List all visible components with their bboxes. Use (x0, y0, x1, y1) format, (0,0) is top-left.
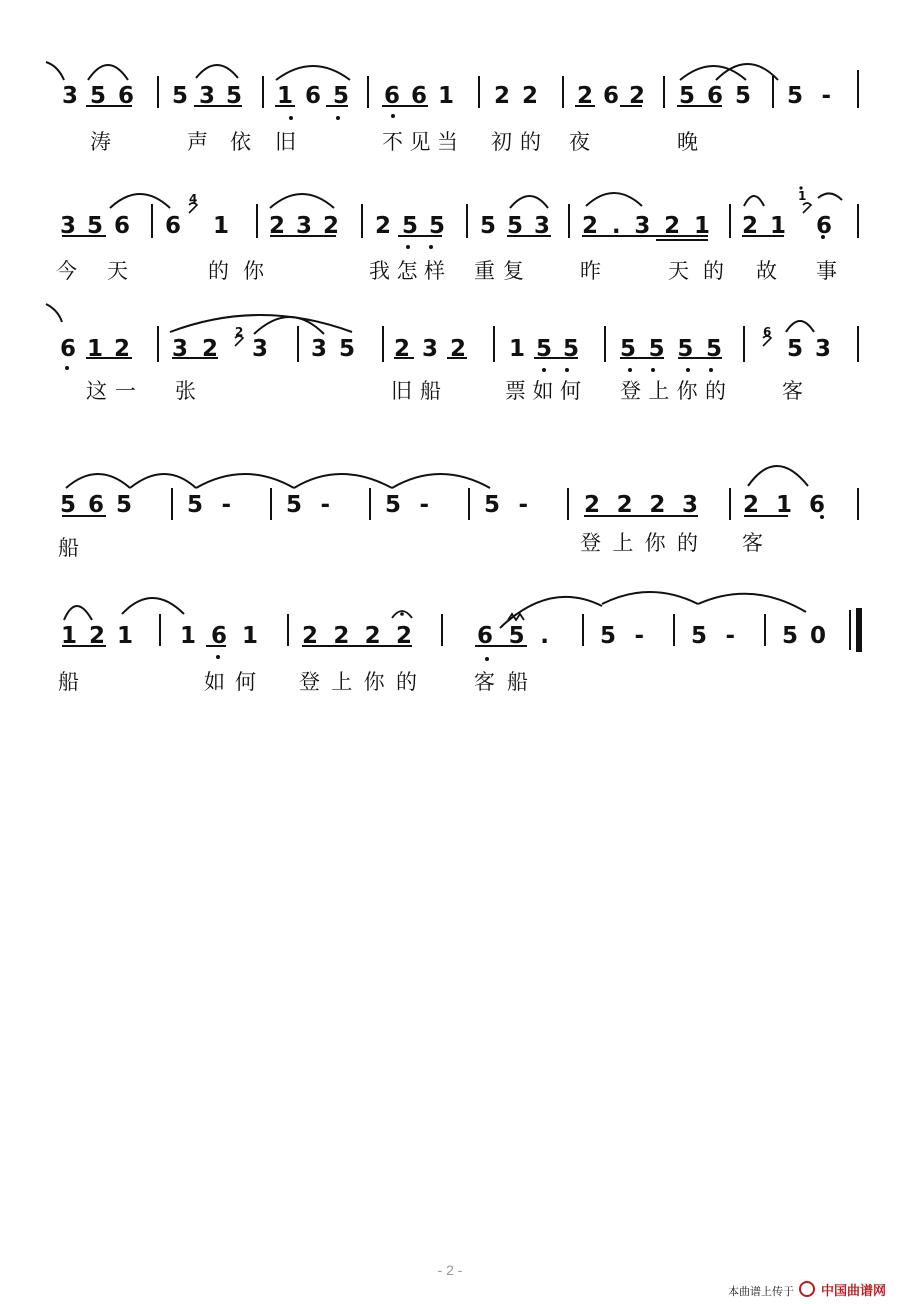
octave-dots (289, 114, 395, 120)
lyric-word: 天 (107, 259, 128, 283)
note-group: 2 2 2 2 (302, 623, 412, 649)
note-group: 3 2 (172, 336, 218, 362)
tie-slur-mark (46, 304, 62, 322)
lyric-word: 船 (58, 536, 79, 560)
note-group: 2 . 3 2 1 (582, 213, 710, 239)
note-group: 1 2 1 (61, 623, 133, 649)
lyric-word: 今 (56, 259, 77, 283)
note-group: 5 - (187, 492, 231, 518)
slurs (170, 315, 814, 334)
note-group: 5 0 (782, 623, 826, 649)
note-group: 3 5 6 (60, 213, 130, 239)
note-group: 2 5 5 (375, 213, 445, 239)
note-group: 5 6 5 (679, 83, 751, 109)
note-group: 5 5 5 5 (620, 336, 722, 362)
lyric-word: 张 (175, 379, 196, 403)
note-group: 5 - (484, 492, 528, 518)
lyric-word: 旧船 (391, 379, 441, 403)
lyric-word: 我怎样 (369, 259, 445, 283)
note-group: 3 (252, 336, 269, 362)
grace-note: 2 (235, 325, 244, 339)
slurs (110, 193, 842, 208)
upload-prefix: 本曲谱上传于 (727, 1285, 794, 1298)
note-group: 5 3 5 (172, 83, 242, 109)
lyric-word: 登上你的 (580, 531, 698, 555)
fermata-icon (392, 611, 412, 618)
lyric-word: 客 (742, 531, 763, 555)
lyric-word: 这一 (86, 379, 136, 403)
note-group: 5 - (787, 83, 831, 109)
lyric-word: 不见当 (382, 130, 458, 154)
octave-dots (216, 655, 489, 661)
lyric-word: 晚 (677, 130, 698, 154)
note-group: 1 5 5 (509, 336, 579, 362)
note-group: 2 2 (494, 83, 538, 109)
note-group: 6 6 1 (384, 83, 454, 109)
lyric-word: 初的 (491, 130, 541, 154)
note-group: 1 (213, 213, 230, 239)
note-group: 5 - (691, 623, 735, 649)
note-group: 3 5 6 (62, 83, 134, 109)
note-group: 5 - (385, 492, 429, 518)
lyric-word: 的你 (208, 259, 264, 283)
score-row-1 (46, 62, 858, 154)
score-row-3 (46, 304, 858, 403)
note-group: 5 5 3 (480, 213, 550, 239)
score-row-5 (58, 592, 859, 694)
note-group: 6 1 2 (60, 336, 130, 362)
note-group: 5 3 (787, 336, 831, 362)
note-group: 2 2 2 3 (584, 492, 698, 518)
note-group: 5 6 5 (60, 492, 132, 518)
lyric-word: 票如何 (505, 379, 581, 403)
lyric-word: 登上你的 (620, 379, 726, 403)
note-group: 2 1 6 (743, 492, 825, 518)
note-group: 2 3 2 (394, 336, 466, 362)
lyric-word: 登上你的 (299, 670, 417, 694)
note-group: 6 5 . (477, 623, 549, 649)
note-group: 1 6 1 (180, 623, 258, 649)
note-group: 3 5 (311, 336, 355, 362)
site-name[interactable]: 中国曲谱网 (820, 1284, 886, 1299)
grace-note: 1 (798, 189, 807, 203)
grace-note: 6 (763, 325, 772, 339)
page-number: - 2 - (437, 1262, 463, 1278)
lyric-word: 涛 (90, 130, 111, 154)
score-row-2 (56, 186, 858, 283)
upload-credit (728, 1280, 886, 1299)
lyric-word: 事 (816, 259, 837, 283)
lyric-word: 故 (756, 259, 777, 283)
site-logo-icon (799, 1281, 815, 1297)
lyric-word: 如何 (204, 670, 256, 694)
lyric-word: 客船 (474, 670, 528, 694)
note-group: 6 (165, 213, 182, 239)
note-group: 1 6 5 (277, 83, 349, 109)
octave-dots (65, 366, 713, 372)
lyric-word: 重复 (474, 259, 524, 283)
note-group: 6 (816, 213, 833, 239)
note-group: 5 - (286, 492, 330, 518)
lyric-word: 夜 (569, 130, 590, 154)
lyric-word: 船 (58, 670, 79, 694)
lyric-word: 声依 (187, 130, 251, 154)
note-group: 2 6 2 (577, 83, 645, 109)
lyric-word: 旧 (275, 130, 296, 154)
lyric-word: 客 (782, 379, 803, 403)
slurs (66, 466, 808, 488)
lyric-word: 昨 (580, 259, 601, 283)
note-group: 2 3 2 (269, 213, 339, 239)
grace-note: 4 (189, 192, 198, 206)
slurs (88, 64, 778, 80)
lyric-word: 天的 (668, 259, 724, 283)
note-group: 5 - (600, 623, 644, 649)
tie-slur-mark (46, 62, 64, 80)
note-group: 2 1 (742, 213, 786, 239)
score-row-4 (58, 466, 858, 560)
